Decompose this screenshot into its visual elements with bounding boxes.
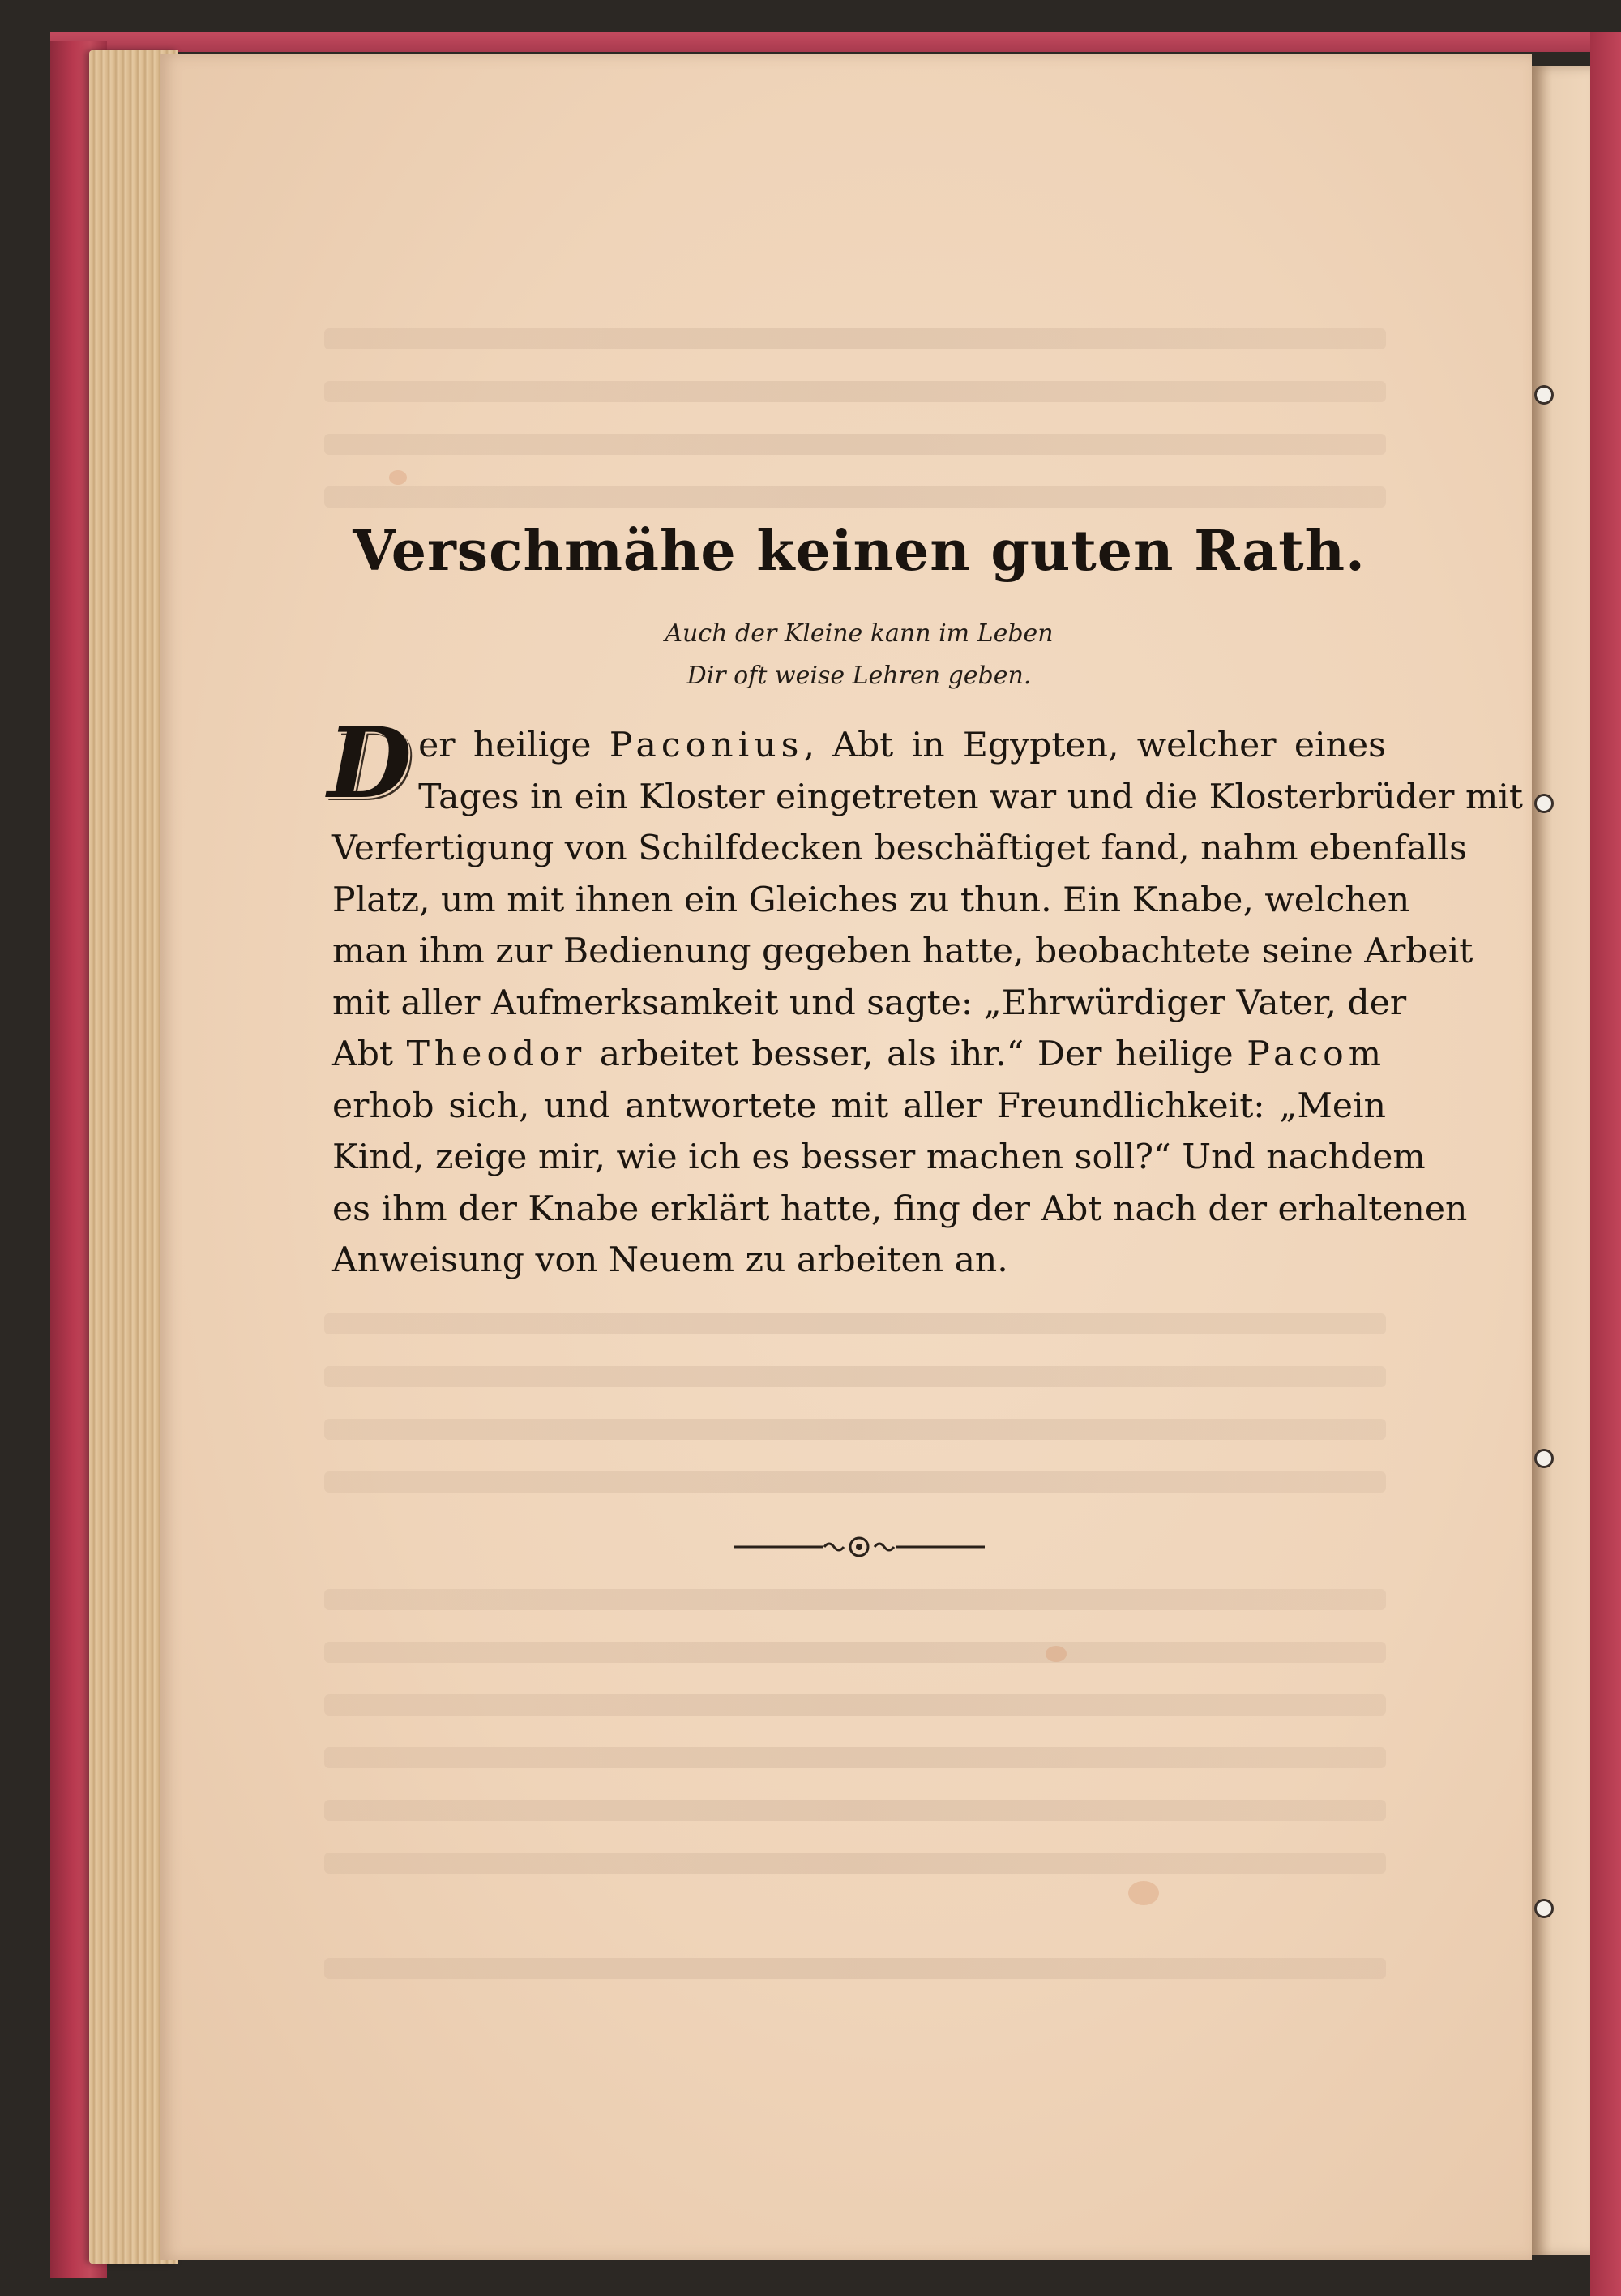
text-line: er heilige Paconius, Abt in Egypten, welcher eines: [418, 726, 1386, 765]
divider-flourish-icon: [734, 1534, 985, 1560]
motto-line: Auch der Kleine kann im Leben: [665, 619, 1054, 648]
cover-top-edge: [50, 32, 1590, 52]
name-spaced: Theodor: [406, 1034, 587, 1074]
name-spaced: Pacom: [1247, 1034, 1386, 1074]
text-line: mit aller Aufmerksamkeit und sagte: „Ehrwürdiger Vater, der: [332, 983, 1407, 1023]
chapter: [327, 519, 1523, 1287]
text-line: es ihm der Knabe erklärt hatte, fing der Abt nach der erhaltenen: [332, 1189, 1468, 1229]
chapter-motto: [332, 613, 1386, 697]
text-line: Platz, um mit ihnen ein Gleiches zu thun. Ein Knabe, welchen: [332, 880, 1410, 920]
book-cover-right: [1590, 32, 1621, 2296]
text-line: man ihm zur Bedienung gegeben hatte, beobachtete seine Arbeit: [332, 932, 1473, 971]
text-line: Anweisung von Neuem zu arbeiten an.: [332, 1240, 1008, 1280]
text-line: Verfertigung von Schilfdecken beschäftiget fand, nahm ebenfalls: [332, 829, 1467, 868]
text-line: erhob sich, und antwortete mit aller Freundlichkeit: „Mein: [332, 1086, 1386, 1126]
text-line: Abt Theodor arbeitet besser, als ihr.“ Der heilige Pacom: [332, 1034, 1386, 1074]
text-line: Kind, zeige mir, wie ich es besser machen soll?“ Und nachdem: [332, 1137, 1426, 1177]
binding-hole: [1537, 1901, 1551, 1916]
motto-line: Dir oft weise Lehren geben.: [686, 662, 1032, 690]
chapter-body: [327, 706, 1523, 1287]
name-spaced: Paconius: [609, 726, 804, 765]
text-line: Tages in ein Kloster eingetreten war und die Klosterbrüder mit: [418, 777, 1523, 817]
chapter-title: Verschmähe keinen guten Rath.: [353, 519, 1366, 584]
paper-stain: [389, 470, 407, 485]
paper-stain: [1046, 1646, 1067, 1662]
binding-hole: [1537, 1451, 1551, 1466]
paper-stain: [1128, 1881, 1159, 1905]
binding-hole: [1537, 796, 1551, 811]
binding-hole: [1537, 388, 1551, 402]
drop-cap: D: [327, 706, 413, 820]
